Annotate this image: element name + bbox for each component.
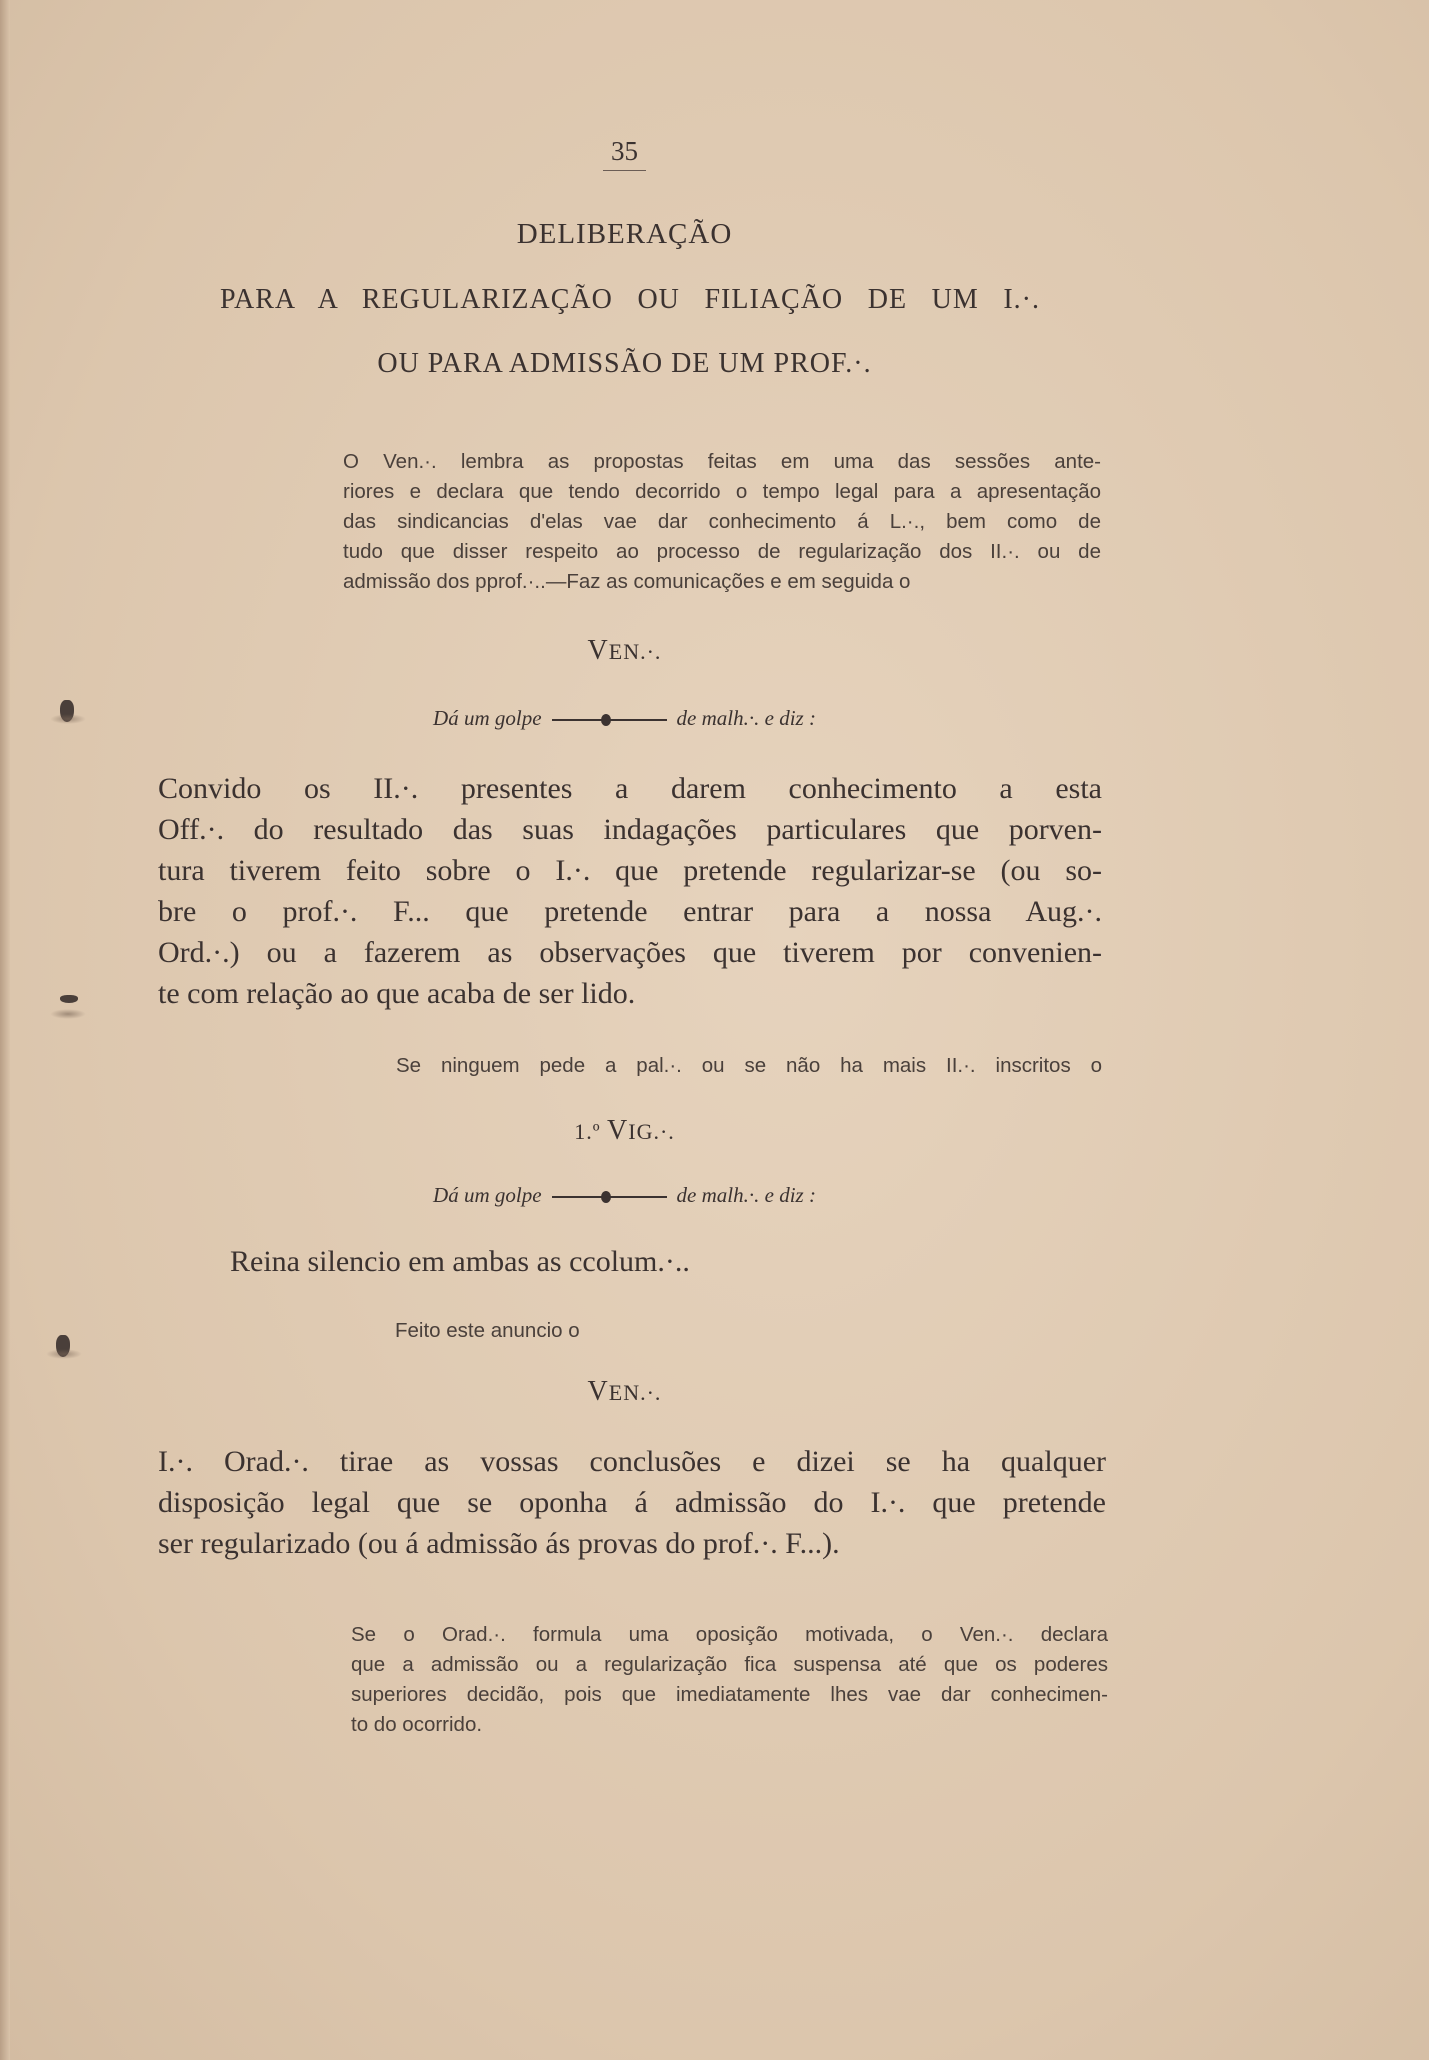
speech-vig-1: Reina silencio em ambas as ccolum.·.. [230, 1245, 690, 1278]
gavel-rule-icon [552, 1196, 667, 1198]
speech-line: Convido os II.·. presentes a darem conhecimento a esta [158, 772, 1102, 805]
speaker-ven-1: VEN.·. [587, 635, 662, 666]
intro-line: O Ven.·. lembra as propostas feitas em uma das sessões ante- [343, 450, 1101, 473]
intro-line: riores e declara que tendo decorrido o tempo legal para a apresentação [343, 480, 1101, 503]
speech-line: te com relação ao que acaba de ser lido. [158, 977, 636, 1010]
note-line: superiores decidão, pois que imediatamente lhes vae dar conhecimen- [351, 1683, 1108, 1706]
note-line: to do ocorrido. [351, 1713, 483, 1736]
page-number: 35 [0, 136, 1249, 167]
binding-hole [60, 995, 78, 1003]
note-line: Se o Orad.·. formula uma oposição motivada, o Ven.·. declara [351, 1623, 1108, 1646]
speaker-vig-1: 1.º VIG.·. [574, 1115, 675, 1146]
speaker-ven-2: VEN.·. [587, 1376, 662, 1407]
closing-note [351, 1620, 1108, 1740]
condition-1: Se ninguem pede a pal.·. ou se não ha mais II.·. inscritos o [396, 1054, 1102, 1077]
speech-line: I.·. Orad.·. tirae as vossas conclusões e dizei se ha qualquer [158, 1445, 1106, 1478]
binding-hole [56, 1335, 70, 1357]
heading-line-1: DELIBERAÇÃO [516, 218, 733, 250]
stage-direction-1: Dá um golpe de malh.·. e diz : [433, 706, 816, 730]
speech-line: Off.·. do resultado das suas indagações particulares que porven- [158, 813, 1102, 846]
note-line: que a admissão ou a regularização fica suspensa até que os poderes [351, 1653, 1108, 1676]
intro-line: tudo que disser respeito ao processo de regularização dos II.·. ou de [343, 540, 1101, 563]
speech-ven-2 [158, 1441, 1106, 1564]
speech-ven-1 [158, 768, 1102, 1014]
intro-paragraph [343, 447, 1101, 597]
heading-line-3: OU PARA ADMISSÃO DE UM PROF.·. [377, 348, 872, 379]
condition-2: Feito este anuncio o [395, 1319, 580, 1342]
intro-line: das sindicancias d'elas vae dar conhecimento á L.·., bem como de [343, 510, 1101, 533]
speech-line: disposição legal que se oponha á admissão do I.·. que pretende [158, 1486, 1106, 1519]
speech-line: ser regularizado (ou á admissão ás provas do prof.·. F...). [158, 1527, 840, 1560]
stage-direction-2: Dá um golpe de malh.·. e diz : [433, 1183, 816, 1207]
binding-edge [0, 0, 10, 2060]
intro-line: admissão dos pprof.·..—Faz as comunicações e em seguida o [343, 570, 911, 593]
speech-line: Ord.·.) ou a fazerem as observações que tiverem por convenien- [158, 936, 1102, 969]
heading-line-2: PARA A REGULARIZAÇÃO OU FILIAÇÃO DE UM I.·. [220, 284, 1040, 315]
speech-line: bre o prof.·. F... que pretende entrar para a nossa Aug.·. [158, 895, 1102, 928]
gavel-rule-icon [552, 719, 667, 721]
speech-line: tura tiverem feito sobre o I.·. que pretende regularizar-se (ou so- [158, 854, 1102, 887]
